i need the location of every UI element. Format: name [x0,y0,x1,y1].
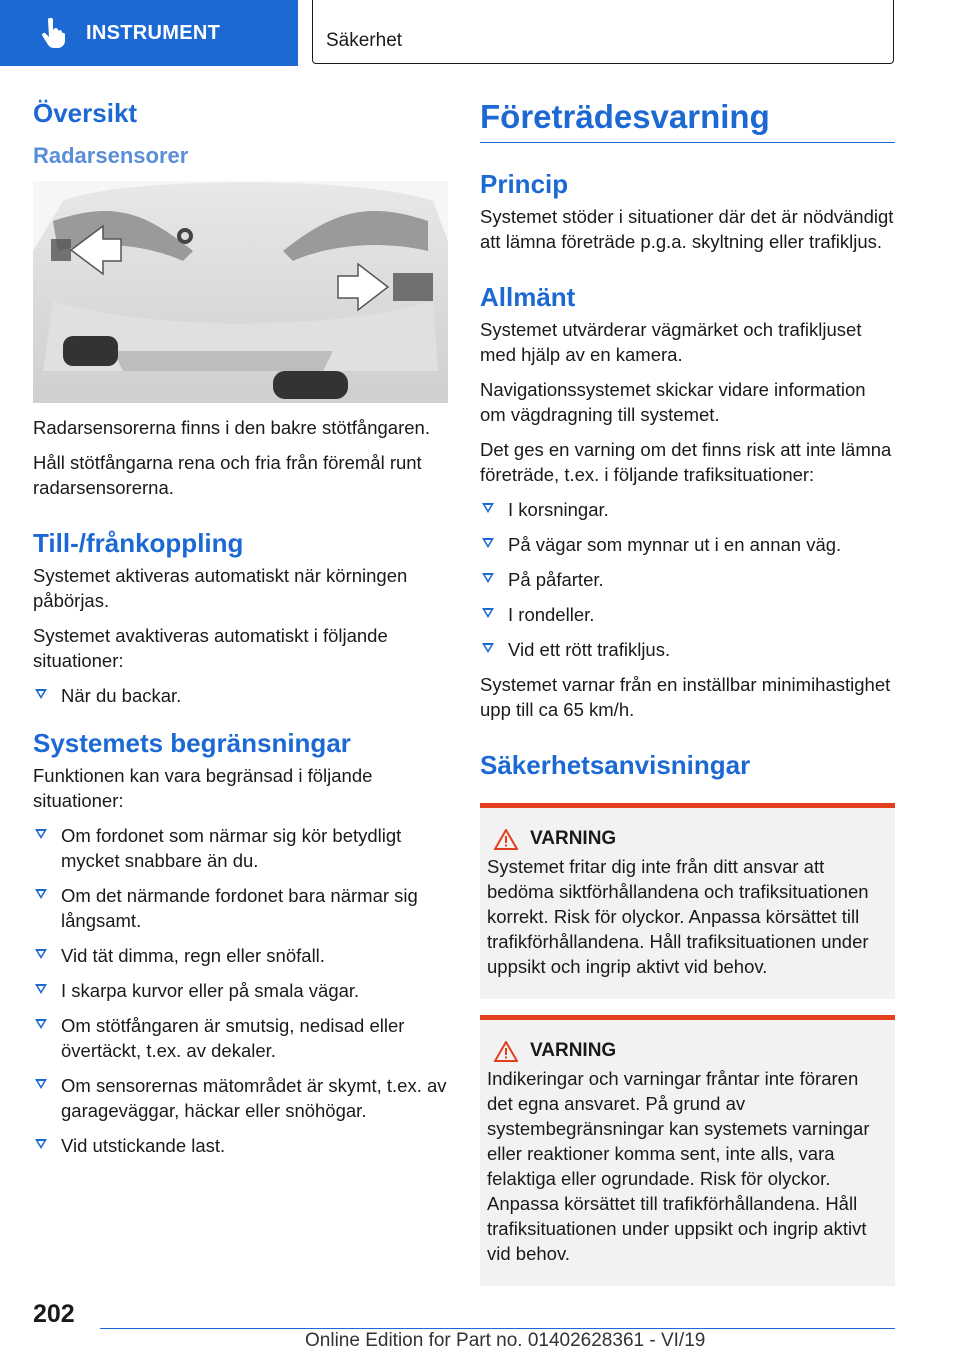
bullet-triangle-icon [35,949,47,959]
edition-link[interactable]: Online Edition for Part no. 01402628361 - VI/19 [305,1330,706,1351]
list-item: Vid utstickande last. [33,1133,448,1158]
bullet-triangle-icon [35,1139,47,1149]
page-header [0,0,960,66]
principle-text: Systemet stöder i situationer där det är nödvändigt att lämna företräde p.g.a. skyltning eller trafikljus. [480,206,894,252]
section-tab-label: Säkerhet [326,30,403,51]
onoff-list [33,683,448,708]
chapter-tab[interactable] [0,0,298,66]
bullet-triangle-icon [35,889,47,899]
radar-text-2: Håll stötfångarna rena och fria från föremål runt radarsensorerna. [33,452,422,498]
bullet-triangle-icon [482,608,494,618]
page-footer [0,1296,960,1362]
list-item: I rondeller. [480,602,895,627]
warning-title: VARNING [530,828,617,849]
right-column [480,98,895,1298]
principle-heading: Princip [480,169,569,199]
bullet-triangle-icon [35,984,47,994]
general-list [480,497,895,662]
page-number: 202 [33,1300,75,1328]
general-text-1: Systemet utvärderar vägmärket och trafikljuset med hjälp av en kamera. [480,319,862,365]
bullet-triangle-icon [35,829,47,839]
onoff-text-1: Systemet aktiveras automatiskt när körningen påbörjas. [33,565,408,611]
safety-heading: Säkerhetsanvisningar [480,750,751,780]
warning-text: Indikeringar och varningar fråntar inte föraren det egna ansvaret. På grund av systembegränsningar kan systemets varningar eller reaktioner komma sent, inte alls, vara felaktiga eller ogrundade. Risk för olyckor. Anpassa körsättet till trafikförhållandena. Håll trafiksituationen under uppsikt och ingrip aktivt vid behov. [487,1068,870,1264]
general-text-3: Det ges en varning om det finns risk att inte lämna företräde, t.ex. i följande trafiksituationer: [480,439,892,485]
list-item: Om fordonet som närmar sig kör betydligt mycket snabbare än du. [33,823,448,873]
radar-text-1: Radarsensorerna finns i den bakre stötfångaren. [33,417,430,438]
bullet-triangle-icon [35,689,47,699]
warning-box [480,803,895,999]
limits-text-1: Funktionen kan vara begränsad i följande situationer: [33,765,373,811]
onoff-text-2: Systemet avaktiveras automatiskt i följande situationer: [33,625,388,671]
limits-list [33,823,448,1158]
list-item: På vägar som mynnar ut i en annan väg. [480,532,895,557]
warning-title: VARNING [530,1040,617,1061]
list-item: Om stötfångaren är smutsig, nedisad eller övertäckt, t.ex. av dekaler. [33,1013,448,1063]
car-rear-radar-sensors-illustration [33,181,448,403]
bullet-triangle-icon [35,1079,47,1089]
warning-box [480,1015,895,1286]
list-item: Vid tät dimma, regn eller snöfall. [33,943,448,968]
general-text-2: Navigationssystemet skickar vidare information om vägdragning till systemet. [480,379,866,425]
general-heading: Allmänt [480,282,576,312]
list-item: När du backar. [33,683,448,708]
radar-heading: Radarsensorer [33,143,189,168]
list-item: Om sensorernas mätområdet är skymt, t.ex. av garageväggar, häckar eller snöhögar. [33,1073,448,1123]
bullet-triangle-icon [482,573,494,583]
section-tab[interactable] [312,0,894,64]
bullet-triangle-icon [35,1019,47,1029]
warning-triangle-icon [494,1041,518,1062]
list-item: I skarpa kurvor eller på smala vägar. [33,978,448,1003]
limits-heading: Systemets begränsningar [33,728,351,758]
list-item: Vid ett rött trafikljus. [480,637,895,662]
list-item: I korsningar. [480,497,895,522]
bullet-triangle-icon [482,503,494,513]
warning-text: Systemet fritar dig inte från ditt ansvar att bedöma siktförhållandena och trafiksituationen korrekt. Risk för olyckor. Anpassa körsättet till trafikförhållandena. Håll trafiksituationen under uppsikt och ingrip aktivt vid behov. [487,856,869,977]
general-text-4: Systemet varnar från en inställbar minimihastighet upp till ca 65 km/h. [480,674,891,720]
hand-pointer-icon [40,18,66,48]
footer-divider [100,1328,895,1329]
bullet-triangle-icon [482,643,494,653]
warning-triangle-icon [494,829,518,850]
list-item: På påfarter. [480,567,895,592]
list-item: Om det närmande fordonet bara närmar sig långsamt. [33,883,448,933]
bullet-triangle-icon [482,538,494,548]
onoff-heading: Till-/frånkoppling [33,528,244,558]
left-column [33,98,448,1168]
chapter-tab-label: INSTRUMENT [86,21,221,44]
overview-heading: Översikt [33,98,138,128]
page-title: Företrädesvarning [480,98,895,143]
